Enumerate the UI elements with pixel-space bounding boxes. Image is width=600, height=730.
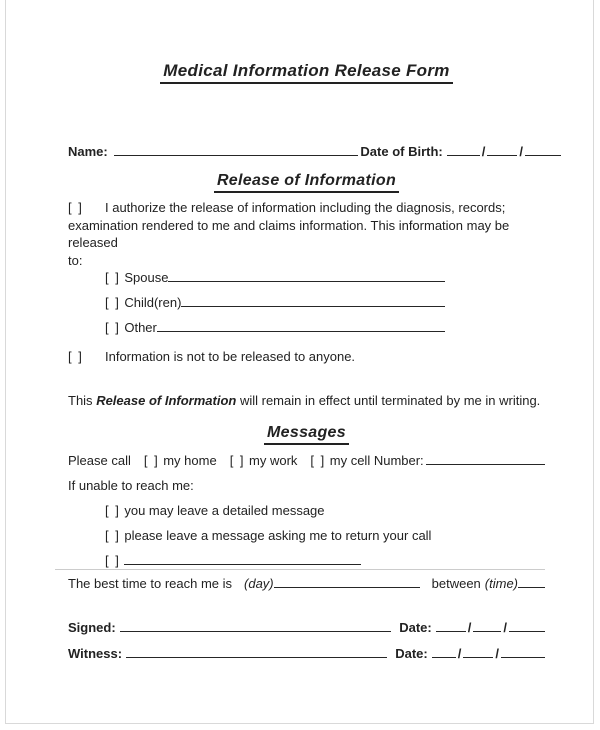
form-content [6,0,593,723]
spouse-blank[interactable] [168,280,445,282]
signed-date-blank-1[interactable] [436,630,466,632]
dob-label: Date of Birth: [360,144,443,159]
authorize-line-1 [68,199,545,217]
best-time-label: The best time to reach me is [68,576,233,591]
messages-heading-wrap [68,423,545,445]
children-blank[interactable] [181,305,445,307]
time-blank[interactable] [518,586,545,588]
spouse-label: Spouse [124,270,169,285]
dob-slash-2: / [519,144,523,159]
signed-date-blank-3[interactable] [509,630,545,632]
no-release-row [68,348,545,365]
cell-number-blank[interactable] [426,463,545,465]
signed-label: Signed: [68,620,116,635]
home-checkbox[interactable]: [ ] [143,453,160,468]
effect-statement [68,392,545,409]
children-checkbox[interactable]: [ ] [105,295,121,310]
work-label: my work [249,453,298,468]
authorize-line-3: to: [68,252,83,268]
signed-blank[interactable] [120,630,392,632]
authorize-paragraph [68,199,545,269]
signed-date-blank-2[interactable] [473,630,501,632]
best-time-row [55,569,545,592]
other-blank[interactable] [157,330,445,332]
dob-blank-2[interactable] [487,154,517,156]
authorize-line-2: examination rendered to me and claims information. This information may be released [68,217,510,250]
day-blank[interactable] [274,586,420,588]
other-checkbox[interactable]: [ ] [105,320,121,335]
other-label: Other [124,320,157,335]
witness-date-blank-1[interactable] [432,656,456,658]
between-label: between [431,576,481,591]
release-heading: Release of Information [214,171,399,193]
signed-row [68,619,545,636]
no-release-checkbox[interactable]: [ ] [68,349,84,364]
day-label: (day) [244,576,274,591]
authorize-checkbox[interactable]: [ ] [68,200,84,215]
release-heading-wrap [68,171,545,193]
witness-date-label: Date: [395,646,428,661]
dob-slash-1: / [481,144,486,159]
form-title: Medical Information Release Form [160,61,452,84]
cell-checkbox[interactable]: [ ] [310,453,326,468]
authorize-text-1: I authorize the release of information including the diagnosis, records; [105,200,506,215]
option-detailed-row [105,502,545,527]
please-call-row [68,452,545,477]
unable-row [68,477,545,502]
recipient-row-spouse [105,269,445,294]
children-label: Child(ren) [124,295,182,310]
witness-date-blank-2[interactable] [463,656,493,658]
spouse-checkbox[interactable]: [ ] [105,270,121,285]
name-blank[interactable] [114,154,358,156]
detailed-message-checkbox[interactable]: [ ] [105,503,121,518]
name-label: Name: [68,144,108,159]
effect-prefix: This [68,393,93,408]
option-return-call-row [105,527,545,552]
work-checkbox[interactable]: [ ] [229,453,246,468]
witness-row [68,645,545,662]
effect-emphasis: Release of Information [96,393,237,408]
home-label: my home [163,453,217,468]
witness-slash-1: / [457,646,462,661]
other-message-blank[interactable] [124,563,361,565]
witness-blank[interactable] [126,656,387,658]
dob-blank-3[interactable] [525,154,561,156]
form-page [5,0,594,724]
witness-slash-2: / [495,646,499,661]
time-label: (time) [484,576,519,591]
return-call-label: please leave a message asking me to return your call [124,528,432,543]
effect-suffix: will remain in effect until terminated by me in writing. [239,393,541,408]
unable-label: If unable to reach me: [68,478,194,493]
recipient-list [68,269,545,344]
signed-slash-1: / [467,620,472,635]
name-row [68,143,561,160]
please-call-label: Please call [68,453,131,468]
witness-date-blank-3[interactable] [501,656,545,658]
other-message-row [105,552,545,569]
recipient-row-other [105,319,445,344]
return-call-checkbox[interactable]: [ ] [105,528,121,543]
messages-section [68,452,545,592]
recipient-row-children [105,294,445,319]
no-release-text: Information is not to be released to anyone. [105,349,356,364]
signed-slash-2: / [503,620,507,635]
dob-blank-1[interactable] [447,154,480,156]
messages-heading: Messages [264,423,349,445]
other-message-checkbox[interactable]: [ ] [105,553,121,568]
witness-label: Witness: [68,646,123,661]
signed-date-label: Date: [399,620,432,635]
detailed-message-label: you may leave a detailed message [124,503,325,518]
title-wrap [68,0,545,84]
cell-label: my cell Number: [329,453,424,468]
